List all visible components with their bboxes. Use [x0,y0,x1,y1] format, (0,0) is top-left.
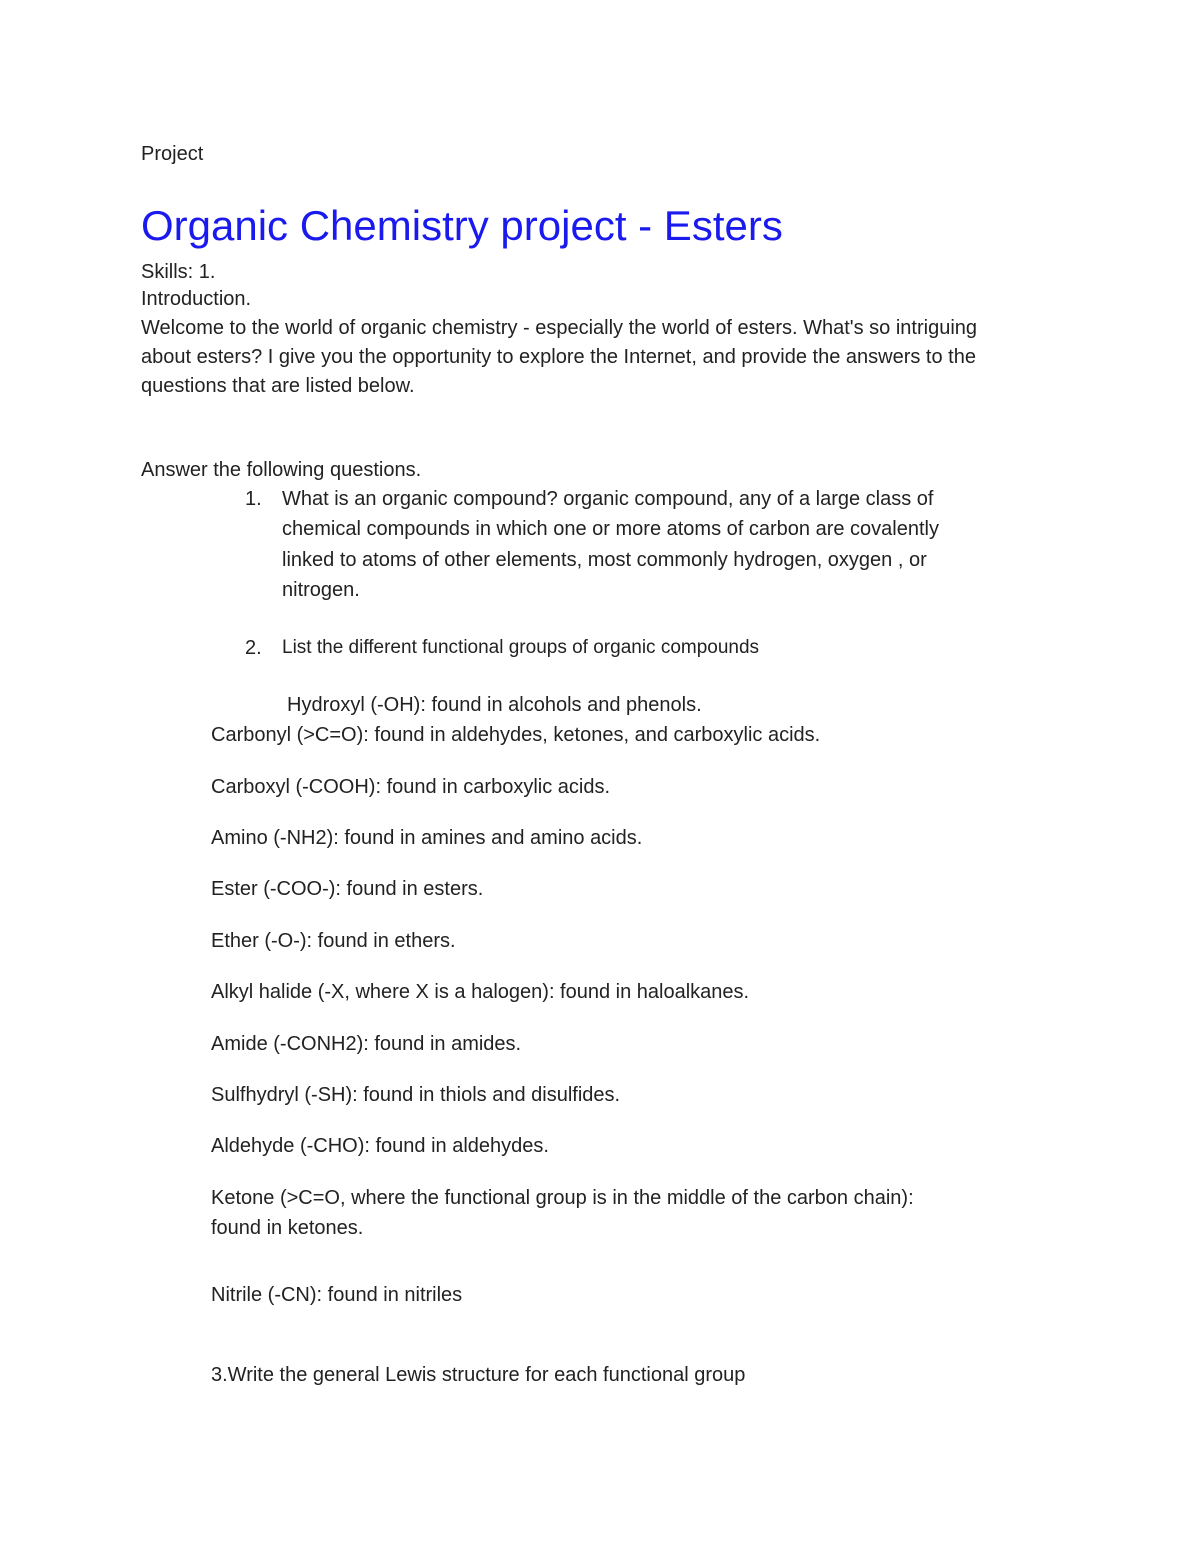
question-3-text: 3.Write the general Lewis structure for each functional group [211,1364,746,1386]
functional-group-item: Amino (-NH2): found in amines and amino acids. [211,827,643,849]
question-1-line: nitrogen. [282,579,360,601]
functional-group-item: Aldehyde (-CHO): found in aldehydes. [211,1135,549,1157]
question-1-line: linked to atoms of other elements, most commonly hydrogen, oxygen , or [282,549,927,571]
question-1-line: What is an organic compound? organic compound, any of a large class of [282,488,934,510]
functional-group-item: Carboxyl (-COOH): found in carboxylic acids. [211,776,611,798]
intro-line: questions that are listed below. [141,375,415,397]
question-number: 2. [245,637,262,659]
question-2-text: List the different functional groups of organic compounds [282,637,760,658]
page-header: Project [141,143,204,165]
functional-group-item: found in ketones. [211,1217,364,1239]
functional-group-item: Hydroxyl (-OH): found in alcohols and phenols. [287,694,702,716]
skills-line: Skills: 1. [141,261,216,283]
intro-line: about esters? I give you the opportunity to explore the Internet, and provide the answers to the [141,346,976,368]
intro-line: Welcome to the world of organic chemistry - especially the world of esters. What's so intriguing [141,317,978,339]
functional-group-item: Ester (-COO-): found in esters. [211,878,484,900]
functional-group-item: Carbonyl (>C=O): found in aldehydes, ketones, and carboxylic acids. [211,724,821,746]
questions-heading: Answer the following questions. [141,459,422,481]
functional-group-item: Ether (-O-): found in ethers. [211,930,456,952]
functional-group-item: Alkyl halide (-X, where X is a halogen): found in haloalkanes. [211,981,750,1003]
functional-group-item: Sulfhydryl (-SH): found in thiols and disulfides. [211,1084,621,1106]
document-title: Organic Chemistry project - Esters [141,202,783,249]
intro-heading: Introduction. [141,288,252,310]
functional-group-item: Amide (-CONH2): found in amides. [211,1033,522,1055]
question-number: 1. [245,488,262,510]
question-1-line: chemical compounds in which one or more atoms of carbon are covalently [282,518,939,540]
functional-group-item: Nitrile (-CN): found in nitriles [211,1284,463,1306]
functional-group-item: Ketone (>C=O, where the functional group is in the middle of the carbon chain): [211,1187,914,1209]
